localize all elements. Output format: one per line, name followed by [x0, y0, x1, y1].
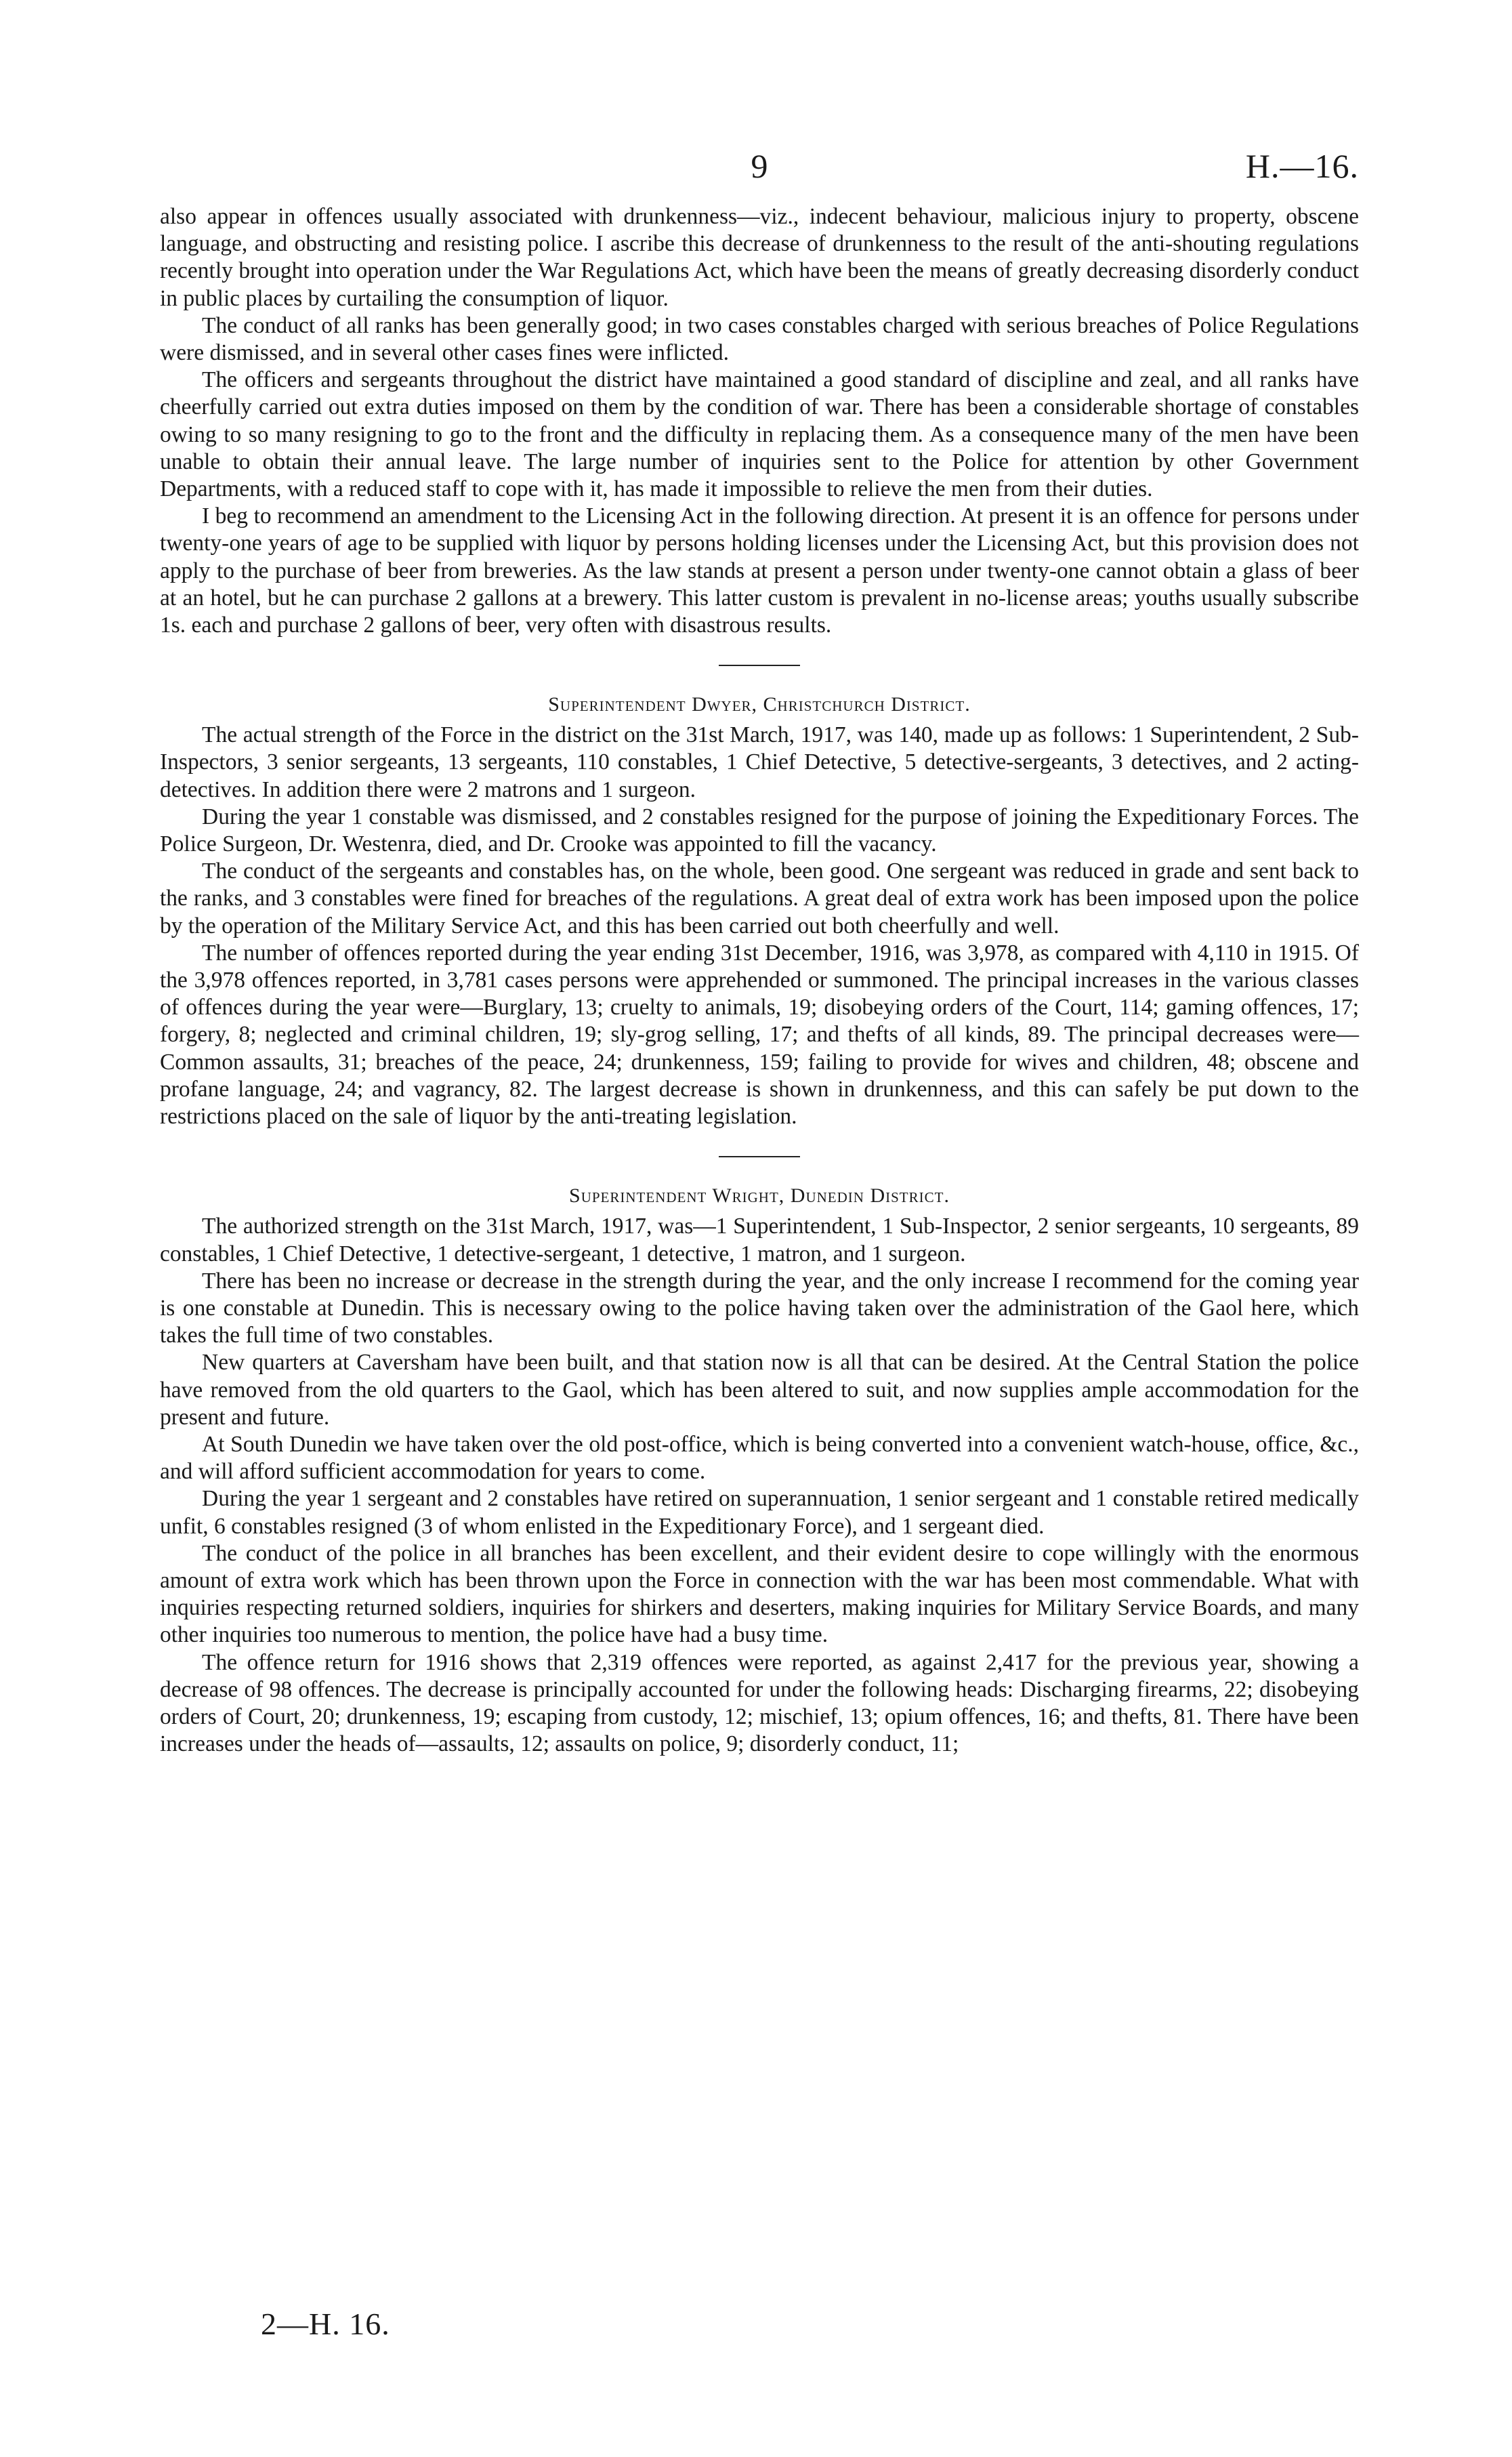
section-heading: Superintendent Dwyer, Christchurch District. [548, 693, 971, 716]
page-signature: 2—H. 16. [261, 2307, 390, 2341]
intro-section [160, 203, 1359, 639]
paragraph: The actual strength of the Force in the district on the 31st March, 1917, was 140, made up as follows: 1 Superintendent, 2 Sub-Inspectors, 3 senior sergeants, 13 sergeants, 110 constables, 1 Chief Detective, 5 detective-sergeants, 3 detectives, and 2 acting-detectives. In addition there were 2 matrons and 1 surgeon. [160, 722, 1359, 802]
document-page [160, 136, 1359, 1758]
paragraph: The conduct of all ranks has been generally good; in two cases constables charged with serious breaches of Police Regulations were dismissed, and in several other cases fines were inflicted. [160, 312, 1359, 366]
document-code: H.—16. [1245, 147, 1359, 185]
section-divider [719, 665, 800, 666]
paragraph: The number of offences reported during the year ending 31st December, 1916, was 3,978, as compared with 4,110 in 1915. Of the 3,978 offences reported, in 3,781 cases persons were apprehended or summoned. The principal increases in the various classes of offences during the year were—Burglary, 13; cruelty to animals, 19; disobeying orders of the Court, 114; gaming offences, 17; forgery, 8; neglected and criminal children, 19; sly-grog selling, 17; and thefts of all kinds, 89. The principal decreases were—Common assaults, 31; breaches of the peace, 24; drunkenness, 159; failing to provide for wives and children, 48; obscene and profane language, 24; and vagrancy, 82. The largest decrease is shown in drunkenness, and this can safely be put down to the restrictions placed on the sale of liquor by the anti-treating legislation. [160, 940, 1359, 1130]
page-header [160, 136, 1359, 203]
dunedin-section [160, 1184, 1359, 1758]
paragraph: At South Dunedin we have taken over the old post-office, which is being converted into a convenient watch-house, office, &c., and will afford sufficient accommodation for years to come. [160, 1431, 1359, 1485]
section-divider [719, 1156, 800, 1157]
paragraph: I beg to recommend an amendment to the Licensing Act in the following direction. At present it is an offence for persons under twenty-one years of age to be supplied with liquor by persons holding licenses under the Licensing Act, but this provision does not apply to the purchase of beer from breweries. As the law stands at present a person under twenty-one cannot obtain a glass of beer at an hotel, but he can purchase 2 gallons at a brewery. This latter custom is prevalent in no-license areas; youths usually subscribe 1s. each and purchase 2 gallons of beer, very often with disastrous results. [160, 503, 1359, 638]
paragraph: The conduct of the sergeants and constables has, on the whole, been good. One sergeant was reduced in grade and sent back to the ranks, and 3 constables were fined for breaches of the regulations. A great deal of extra work has been imposed upon the police by the operation of the Military Service Act, and this has been carried out both cheerfully and well. [160, 859, 1359, 938]
paragraph: New quarters at Caversham have been built, and that station now is all that can be desired. At the Central Station the police have removed from the old quarters to the Gaol, which has been altered to suit, and now supplies ample accommodation for the present and future. [160, 1350, 1359, 1430]
paragraph: There has been no increase or decrease in the strength during the year, and the only increase I recommend for the coming year is one constable at Dunedin. This is necessary owing to the police having taken over the administration of the Gaol here, which takes the full time of two constables. [160, 1268, 1359, 1348]
paragraph: During the year 1 constable was dismissed, and 2 constables resigned for the purpose of joining the Expeditionary Forces. The Police Surgeon, Dr. Westenra, died, and Dr. Crooke was appointed to fill the vacancy. [160, 804, 1359, 857]
paragraph: also appear in offences usually associated with drunkenness—viz., indecent behaviour, malicious injury to property, obscene language, and obstructing and resisting police. I ascribe this decrease of drunkenness to the result of the anti-shouting regulations recently brought into operation under the War Regulations Act, which have been the means of greatly decreasing disorderly conduct in public places by curtailing the consumption of liquor. [160, 204, 1359, 311]
paragraph: The conduct of the police in all branches has been excellent, and their evident desire to cope willingly with the enormous amount of extra work which has been thrown upon the Force in connection with the war has been most commendable. What with inquiries respecting returned soldiers, inquiries for shirkers and deserters, making inquiries for Military Service Boards, and many other inquiries too numerous to mention, the police have had a busy time. [160, 1540, 1359, 1648]
paragraph: The officers and sergeants throughout the district have maintained a good standard of discipline and zeal, and all ranks have cheerfully carried out extra duties imposed on them by the condition of war. There has been a considerable shortage of constables owing to so many resigning to go to the front and the difficulty in replacing them. As a consequence many of the men have been unable to obtain their annual leave. The large number of inquiries sent to the Police for attention by other Government Departments, with a reduced staff to cope with it, has made it impossible to relieve the men from their duties. [160, 367, 1359, 502]
paragraph: During the year 1 sergeant and 2 constables have retired on superannuation, 1 senior sergeant and 1 constable retired medically unfit, 6 constables resigned (3 of whom enlisted in the Expeditionary Force), and 1 sergeant died. [160, 1486, 1359, 1539]
section-heading: Superintendent Wright, Dunedin District. [569, 1184, 950, 1207]
paragraph: The offence return for 1916 shows that 2,319 offences were reported, as against 2,417 for the previous year, showing a decrease of 98 offences. The decrease is principally accounted for under the following heads: Discharging firearms, 22; disobeying orders of Court, 20; drunkenness, 19; escaping from custody, 12; mischief, 13; opium offences, 16; and thefts, 81. There have been increases under the heads of—assaults, 12; assaults on police, 9; disorderly conduct, 11; [160, 1649, 1359, 1757]
page-number: 9 [751, 147, 768, 185]
christchurch-section [160, 693, 1359, 1130]
paragraph: The authorized strength on the 31st March, 1917, was—1 Superintendent, 1 Sub-Inspector, 2 senior sergeants, 10 sergeants, 89 constables, 1 Chief Detective, 1 detective-sergeant, 1 detective, 1 matron, and 1 surgeon. [160, 1214, 1359, 1266]
